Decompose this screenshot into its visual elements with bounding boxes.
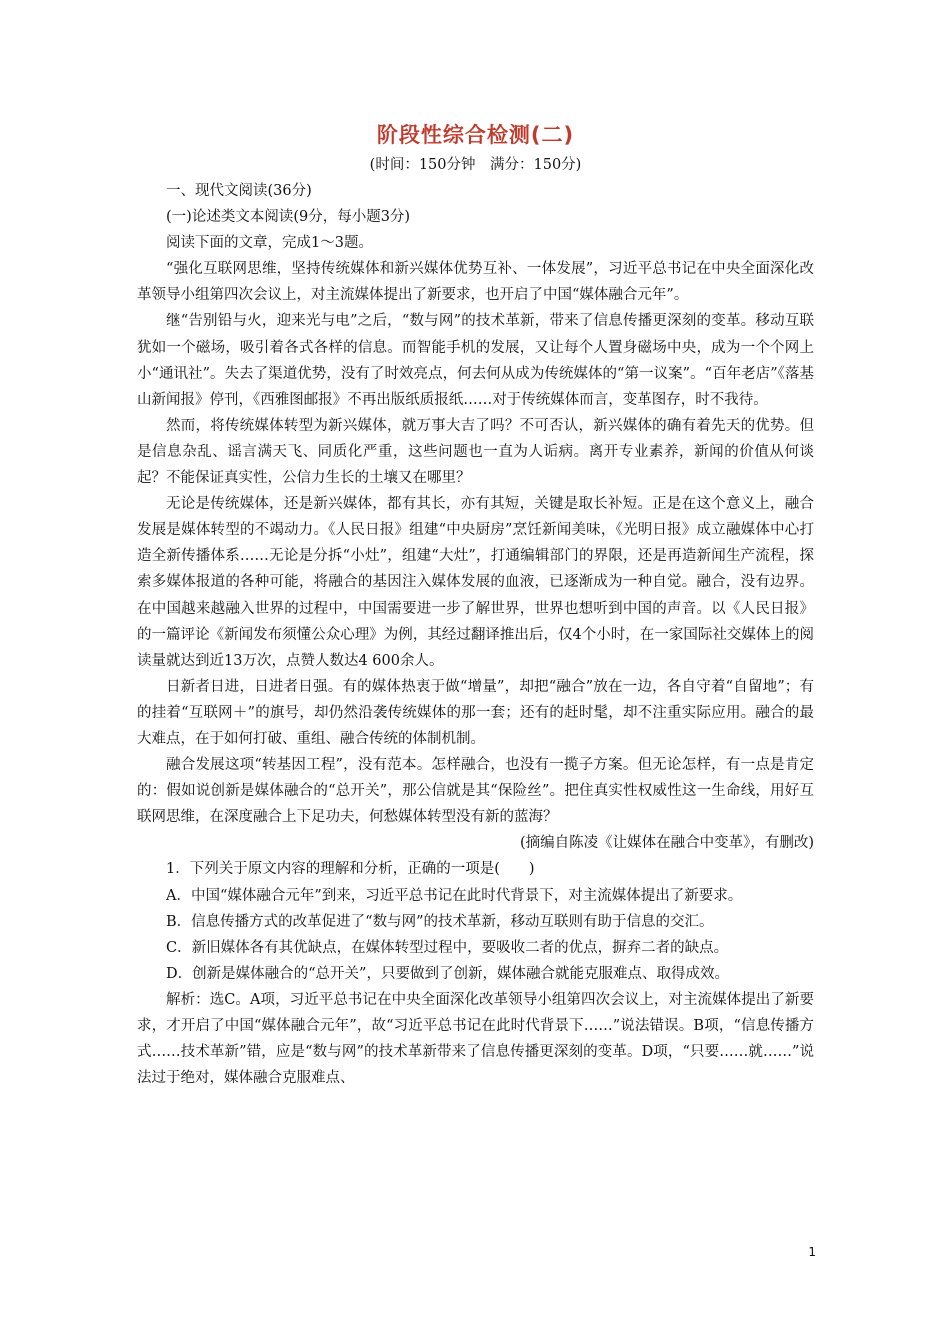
page-number: 1 [808,1245,816,1259]
option-a: A．中国“媒体融合元年”到来，习近平总书记在此时代背景下，对主流媒体提出了新要求。 [166,887,743,904]
question-stem: 1．下列关于原文内容的理解和分析，正确的一项是( ) [166,861,535,878]
article-paragraph: 无论是传统媒体，还是新兴媒体，都有其长，亦有其短，关键是取长补短。正是在这个意义上，融合发展是媒体转型的不竭动力。《人民日报》组建“中央厨房”烹饪新闻美味，《光明日报》成立融媒体中心打造全新传播体系……无论是分拆“小灶”，组建“大灶”，打通编辑部门的界限，还是再造新闻生产流程，探索多媒体报道的各种可能，将融合的基因注入媒体发展的血液，已逐渐成为一种自觉。融合，没有边界。在中国越来越融入世界的过程中，中国需要进一步了解世界，世界也想听到中国的声音。以《人民日报》的一篇评论《新闻发布须懂公众心理》为例，其经过翻译推出后，仅4个小时，在一家国际社交媒体上的阅读量就达到近13万次，点赞人数达4 600余人。 [137,496,814,669]
article-paragraph: 日新者日进，日进者日强。有的媒体热衷于做“增量”，却把“融合”放在一边，各自守着“自留地”；有的挂着“互联网＋”的旗号，却仍然沿袭传统媒体的那一套；还有的赶时髦，却不注重实际应用。融合的最大难点，在于如何打破、重组、融合传统的体制机制。 [137,678,814,747]
article-paragraph: “强化互联网思维，坚持传统媒体和新兴媒体优势互补、一体发展”，习近平总书记在中央全面深化改革领导小组第四次会议上，对主流媒体提出了新要求，也开启了中国“媒体融合元年”。 [137,261,814,304]
option-b: B．信息传播方式的改革促进了“数与网”的技术革新，移动互联则有助于信息的交汇。 [166,913,714,930]
option-d: D．创新是媒体融合的“总开关”，只要做到了创新，媒体融合就能克服难点、取得成效。 [166,965,729,982]
article-paragraph: 继“告别铅与火，迎来光与电”之后，“数与网”的技术革新，带来了信息传播更深刻的变革。移动互联犹如一个磁场，吸引着各式各样的信息。而智能手机的发展，又让每个人置身磁场中央，成为一个个网上小“通讯社”。失去了渠道优势，没有了时效亮点，何去何从成为传统媒体的“第一议案”。“百年老店”《落基山新闻报》停刊，《西雅图邮报》不再出版纸质报纸……对于传统媒体而言，变革图存，时不我待。 [137,313,814,408]
answer-analysis: 解析：选C。A项，习近平总书记在中央全面深化改革领导小组第四次会议上，对主流媒体提出了新要求，才开启了中国“媒体融合元年”，故“习近平总书记在此时代背景下……”说法错误。B项，“信息传播方式……技术革新”错，应是“数与网”的技术革新带来了信息传播更深刻的变革。D项，“只要……就……”说法过于绝对，媒体融合克服难点、 [137,991,814,1087]
article-paragraph: 融合发展这项“转基因工程”，没有范本。怎样融合，也没有一揽子方案。但无论怎样，有一点是肯定的：假如说创新是媒体融合的“总开关”，那公信就是其“保险丝”。把住真实性权威性这一生命线，用好互联网思维，在深度融合上下足功夫，何愁媒体转型没有新的蓝海？ [137,757,814,826]
page-title: 阶段性综合检测(二) [376,123,575,147]
instruction: 阅读下面的文章，完成1～3题。 [166,235,373,252]
exam-info: (时间：150分钟 满分：150分) [369,157,582,173]
article-paragraph: 然而，将传统媒体转型为新兴媒体，就万事大吉了吗？不可否认，新兴媒体的确有着先天的优势。但是信息杂乱、谣言满天飞、同质化严重，这些问题也一直为人诟病。离开专业素养，新闻的价值从何谈起？不能保证真实性，公信力生长的土壤又在哪里？ [137,417,814,487]
document-page [137,118,814,1091]
option-c: C．新旧媒体各有其优缺点，在媒体转型过程中，要吸收二者的优点，摒弃二者的缺点。 [166,939,729,956]
section-heading: 一、现代文阅读(36分) [166,183,312,199]
article-source: (摘编自陈凌《让媒体在融合中变革》，有删改) [519,835,814,852]
subsection-heading: (一)论述类文本阅读(9分，每小题3分) [166,209,411,226]
